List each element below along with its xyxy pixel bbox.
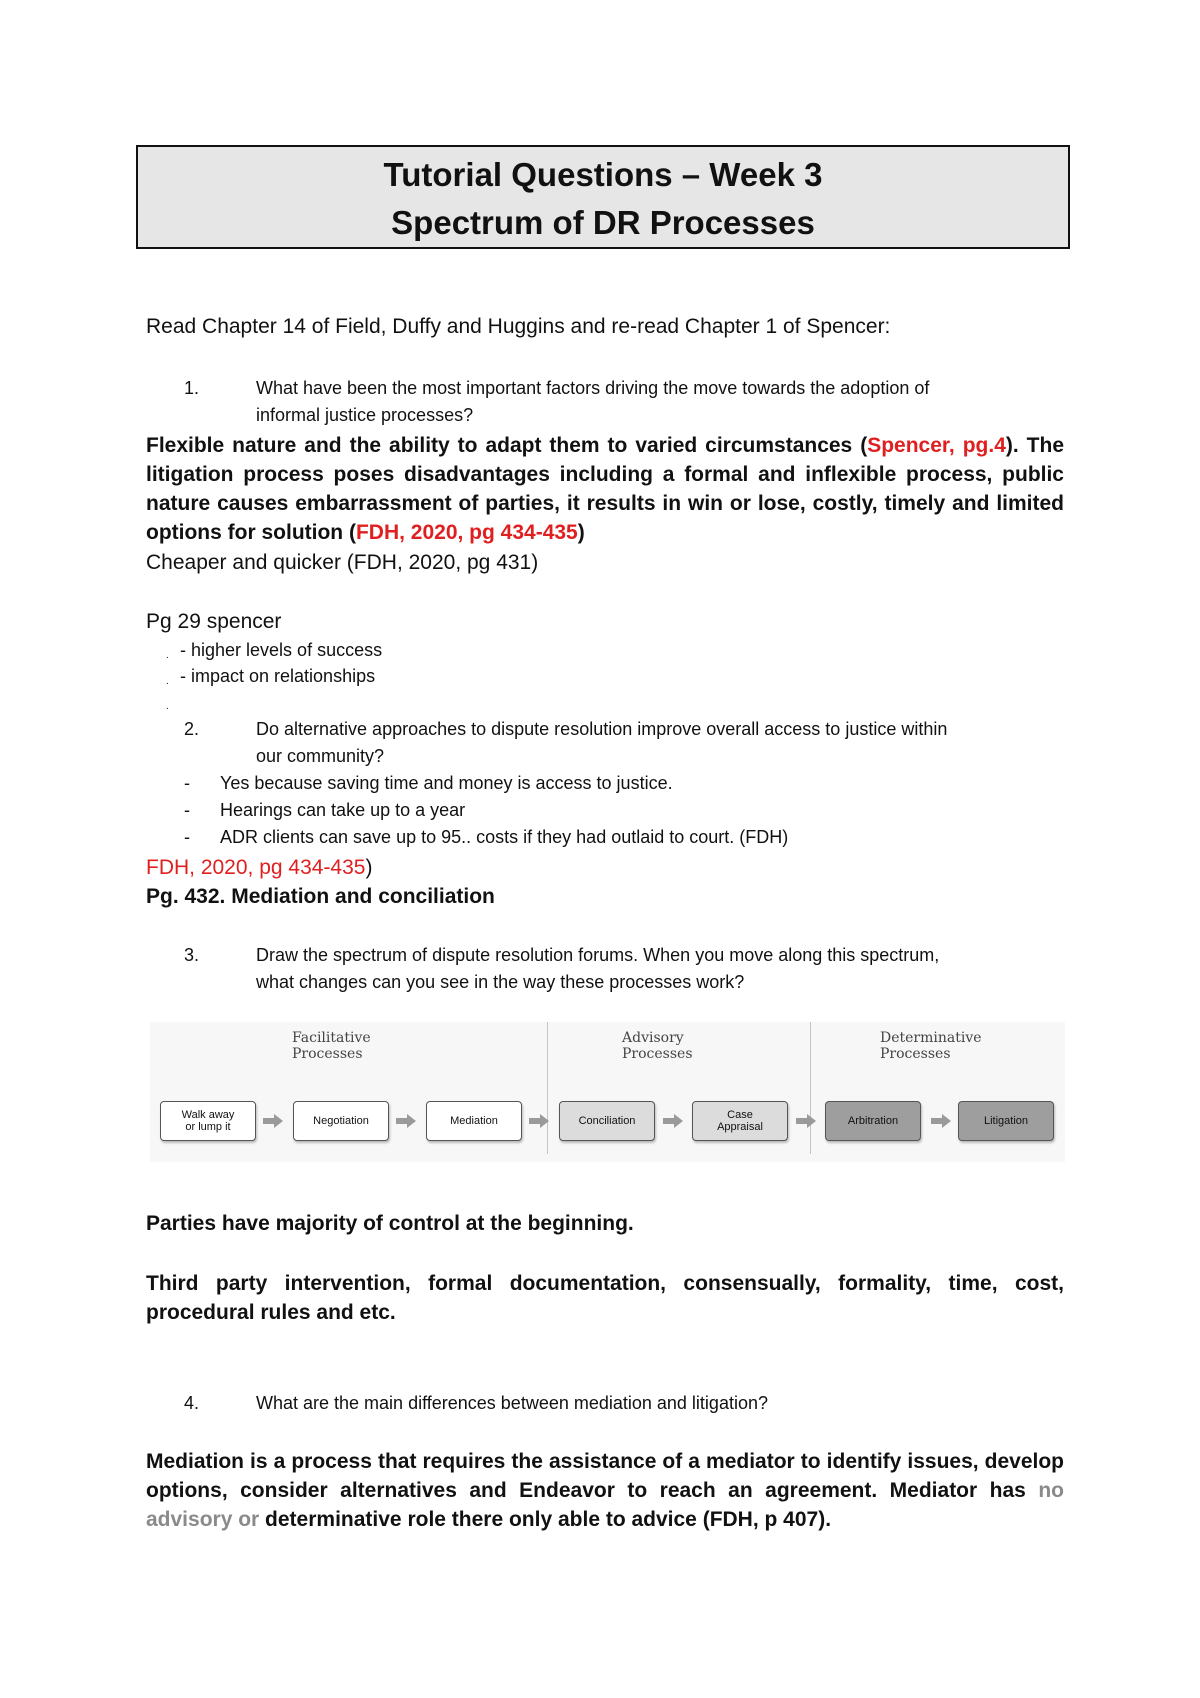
- process-box-negotiation: Negotiation: [293, 1101, 389, 1141]
- arrow-right-icon: [529, 1114, 549, 1128]
- group-divider: [810, 1022, 811, 1154]
- question-4: [146, 1390, 1064, 1420]
- question-1: [146, 375, 1064, 431]
- process-box-mediation: Mediation: [426, 1101, 522, 1141]
- group-determinative: Determinative Processes: [880, 1030, 982, 1062]
- question-1-number: 1.: [184, 378, 200, 398]
- dr-spectrum-diagram: [150, 1022, 1065, 1162]
- page-subtitle: Spectrum of DR Processes: [391, 204, 815, 241]
- question-1-text: What have been the most important factors driving the move towards the adoption of informal justice processes?: [256, 378, 930, 425]
- arrow-right-icon: [796, 1114, 816, 1128]
- process-box-walk-away: Walk away or lump it: [160, 1101, 256, 1141]
- q2-answer-3: - ADR clients can save up to 95.. costs if they had outlaid to court. (FDH): [184, 827, 789, 847]
- arrow-right-icon: [263, 1114, 283, 1128]
- q1-bullet-2: . - impact on relationships: [166, 666, 376, 687]
- citation-fdh: FDH, 2020, pg 434-435: [355, 521, 578, 544]
- group-facilitative: Facilitative Processes: [292, 1030, 371, 1062]
- arrow-right-icon: [663, 1114, 683, 1128]
- group-divider: [547, 1022, 548, 1154]
- question-3: [146, 942, 1064, 998]
- q1-answer-a: Flexible nature and the ability to adapt them to varied circumstances (Spencer, pg.4). The litigation process poses disadvantages including a formal and inflexible process, public nature causes embarrassment of parties, it results in win or lose, costly, timely and limited options for solution (FDH, 2020, pg 434-435): [146, 434, 1065, 544]
- group-advisory: Advisory Processes: [622, 1030, 693, 1062]
- question-2-text: Do alternative approaches to dispute resolution improve overall access to justice within our community?: [256, 719, 948, 766]
- process-box-arbitration: Arbitration: [825, 1101, 921, 1141]
- intro-text: Read Chapter 14 of Field, Duffy and Huggins and re-read Chapter 1 of Spencer:: [146, 315, 891, 338]
- question-4-number: 4.: [184, 1393, 200, 1413]
- q2-note: Pg. 432. Mediation and conciliation: [146, 885, 495, 908]
- arrow-right-icon: [931, 1114, 951, 1128]
- question-4-text: What are the main differences between mediation and litigation?: [256, 1393, 768, 1413]
- question-2-number: 2.: [184, 719, 200, 739]
- q4-answer: Mediation is a process that requires the assistance of a mediator to identify issues, develop options, consider alternatives and Endeavor to reach an agreement. Mediator has no advisory or determinative role there only able to advice (FDH, p 407).: [146, 1450, 1064, 1531]
- q2-answer-1: - Yes because saving time and money is access to justice.: [184, 773, 673, 793]
- q3-answer-a: Parties have majority of control at the beginning.: [146, 1212, 634, 1235]
- question-3-number: 3.: [184, 945, 200, 965]
- process-box-case-appraisal: Case Appraisal: [692, 1101, 788, 1141]
- process-box-litigation: Litigation: [958, 1101, 1054, 1141]
- q1-answer-b: Cheaper and quicker (FDH, 2020, pg 431): [146, 551, 539, 574]
- question-2: [146, 716, 1064, 772]
- page-title: Tutorial Questions – Week 3: [383, 156, 823, 193]
- q1-note-heading: Pg 29 spencer: [146, 610, 282, 633]
- document-page: Tutorial Questions – Week 3 Spectrum of DR Processes Read Chapter 14 of Field, Duffy and Huggins and re-read Chapter 1 of Spencer: 1. What have been the most important factors driving the move towards the adoption of informal justice processes? Flexible nature and the ability to adapt them to varied circumstances (Spencer, pg.4). The litigation process poses disadvantages including a formal and inflexible process, public nature causes embarrassment of parties, it results in win or lose, costly, timely and limited options for solution (FDH, 2020, pg 434-435) Cheaper and quicker (FDH, 2020, pg 431) Pg 29 spencer . - higher levels of success . - impact on relationships . 2. Do alternative approaches to dispute resolution improve overall access to justice within our community? - Yes because saving time and money is access to justice. - Hearings can take up to a year - ADR clients can save up to 95.. costs if they had outlaid to court. (FDH) FDH, 2020, pg 434-435) Pg. 432. Mediation and conciliation 3. Draw the spectrum of dispute resolution forums. When you move along this spectrum, what changes can you see in the way these processes work? Facilitative Processes Advisory Processes Determinative Processes Walk away or lump it Negotiation Mediation Conciliation Case Appraisal Arbitration Litigation Parties have majority of control at the beginning. Third party intervention, formal documentation, consensually, formality, time, cost, procedural rules and etc. 4. What are the main differences between mediation and litigation? Mediation is a process that requires the assistance of a mediator to identify issues, develop options, consider alternatives and Endeavor to reach an agreement. Mediator has no advisory or determinative role there only able to advice (FDH, p 407).: [0, 0, 1200, 1698]
- question-3-text: Draw the spectrum of dispute resolution forums. When you move along this spectrum, what changes can you see in the way these processes work?: [256, 945, 940, 992]
- citation-spencer: Spencer, pg.4: [867, 434, 1006, 457]
- process-box-conciliation: Conciliation: [559, 1101, 655, 1141]
- q2-answer-2: - Hearings can take up to a year: [184, 800, 466, 820]
- q3-answer-b: Third party intervention, formal documentation, consensually, formality, time, cost, procedural rules and etc.: [146, 1272, 1064, 1324]
- arrow-right-icon: [396, 1114, 416, 1128]
- q4-answer-highlight: no advisory or: [146, 1479, 1064, 1531]
- q1-bullet-1: . - higher levels of success: [166, 640, 383, 661]
- title-box: [136, 145, 1070, 249]
- q2-reference: FDH, 2020, pg 434-435): [146, 856, 373, 879]
